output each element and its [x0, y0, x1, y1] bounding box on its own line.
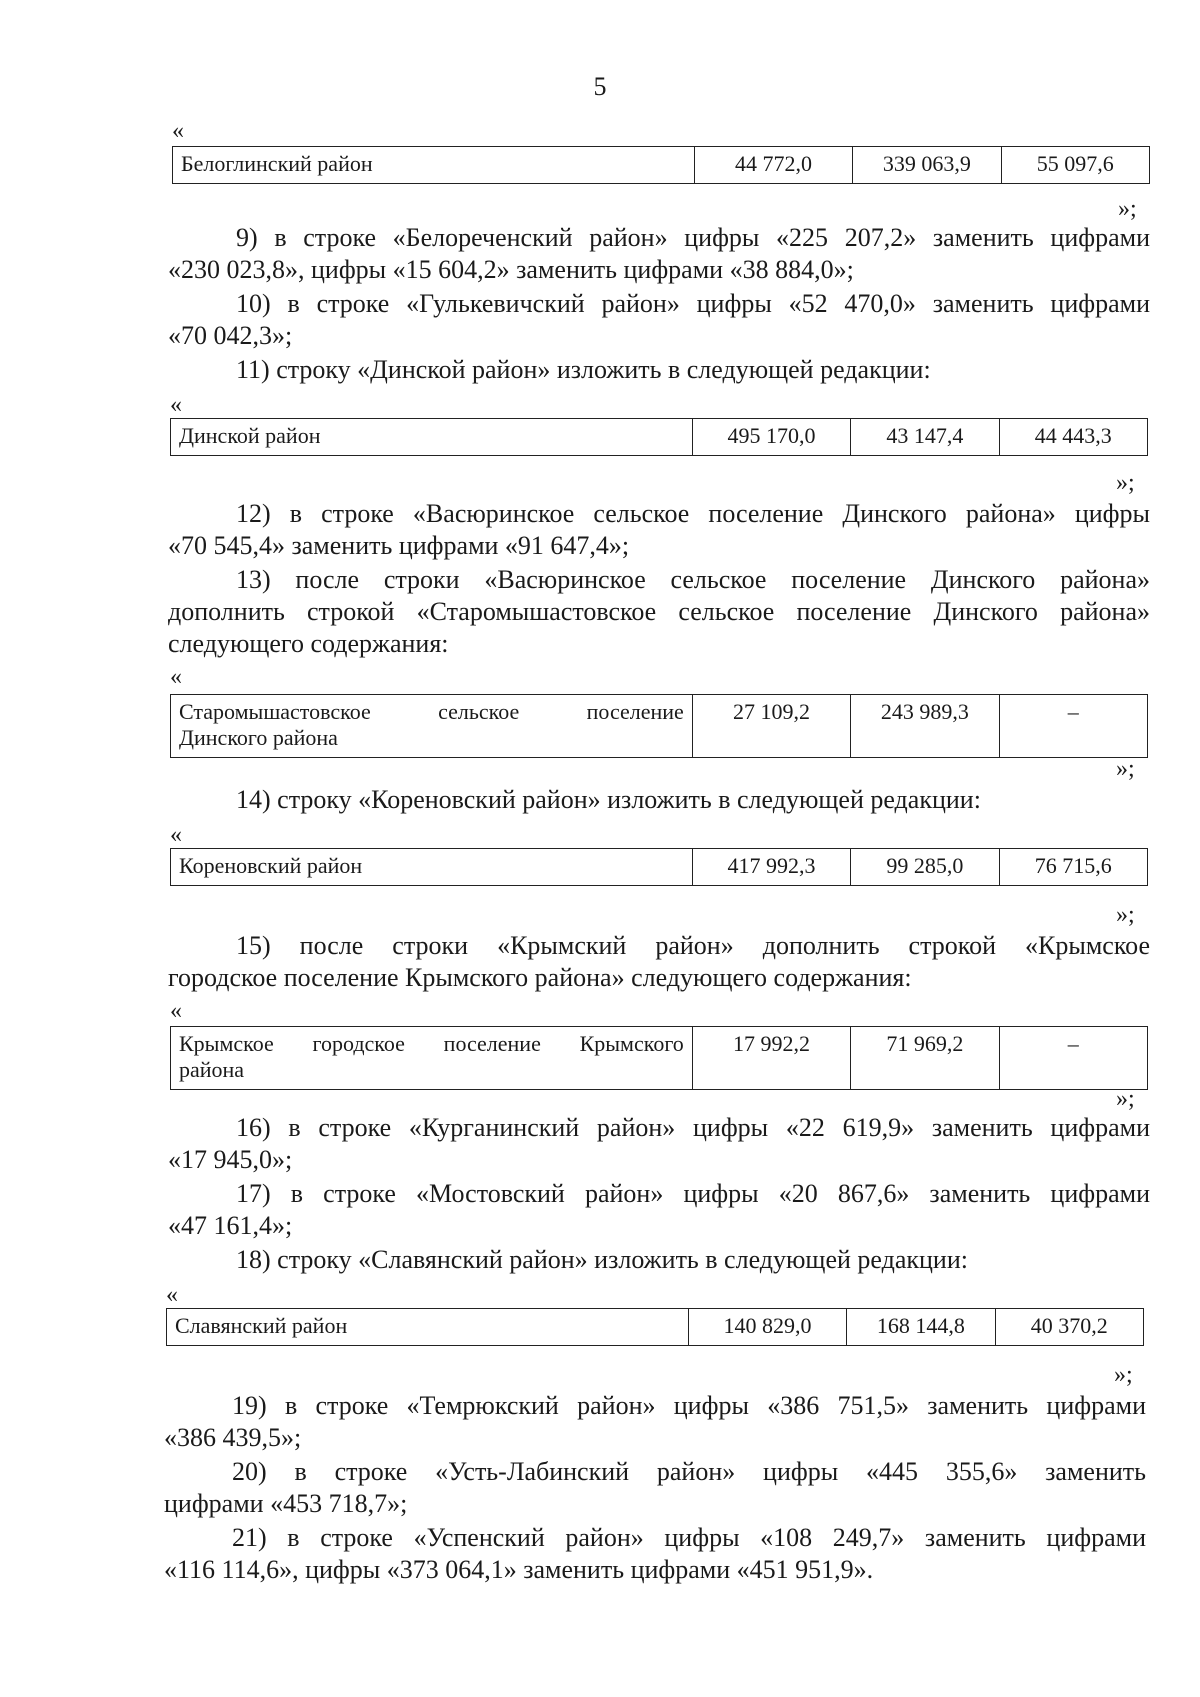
paragraph-line: «116 114,6», цифры «373 064,1» заменить цифрами «451 951,9». [164, 1555, 874, 1584]
paragraph-line: 13) после строки «Васюринское сельское поселение Динского района» [236, 565, 1150, 594]
row-value-2: 168 144,8 [847, 1309, 995, 1346]
paragraph-line: цифрами «453 718,7»; [164, 1489, 408, 1518]
row-value-1: 140 829,0 [688, 1309, 846, 1346]
table-row-korenovsky [170, 848, 1148, 886]
paragraph-line: 11) строку «Динской район» изложить в следующей редакции: [236, 355, 931, 384]
paragraph-line: «70 042,3»; [168, 321, 293, 350]
paragraph-line: 12) в строке «Васюринское сельское поселение Динского района» цифры [236, 499, 1150, 528]
paragraph-line: 9) в строке «Белореченский район» цифры «225 207,2» заменить цифрами [236, 223, 1150, 252]
row-name-line-2: района [179, 1057, 245, 1082]
quote-close: »; [1116, 756, 1135, 782]
quote-close: »; [1116, 470, 1135, 496]
row-value-1: 44 772,0 [694, 147, 852, 184]
row-value-3: 55 097,6 [1001, 147, 1149, 184]
table-row-krymskoe [170, 1026, 1148, 1090]
quote-open: « [170, 664, 182, 690]
quote-open: « [170, 998, 182, 1024]
paragraph-20 [164, 1456, 1146, 1520]
paragraph-18 [168, 1244, 1150, 1276]
row-name-line-2: Динского района [179, 725, 338, 750]
paragraph-12 [168, 498, 1150, 562]
paragraph-line: 19) в строке «Темрюкский район» цифры «386 751,5» заменить цифрами [232, 1391, 1146, 1420]
row-name: Кореновский район [171, 849, 693, 886]
row-value-1: 17 992,2 [692, 1027, 850, 1090]
paragraph-10 [168, 288, 1150, 352]
row-value-3: – [999, 1027, 1147, 1090]
paragraph-11 [168, 354, 1150, 386]
quote-open: « [166, 1282, 178, 1308]
paragraph-13 [168, 564, 1150, 660]
paragraph-line: 16) в строке «Курганинский район» цифры «22 619,9» заменить цифрами [236, 1113, 1150, 1142]
paragraph-15 [168, 930, 1150, 994]
paragraph-line: 14) строку «Кореновский район» изложить в следующей редакции: [236, 785, 981, 814]
quote-close: »; [1118, 196, 1137, 222]
table-row-dinskoy [170, 418, 1148, 456]
quote-open: « [170, 392, 182, 418]
paragraph-line: 20) в строке «Усть-Лабинский район» цифры «445 355,6» заменить [232, 1457, 1146, 1486]
quote-close: »; [1114, 1362, 1133, 1388]
row-value-1: 417 992,3 [692, 849, 850, 886]
row-value-2: 71 969,2 [851, 1027, 999, 1090]
table-row-beloglinsky [172, 146, 1150, 184]
row-name-line-1: Старомышастовское сельское поселение [179, 699, 684, 724]
paragraph-line: «47 161,4»; [168, 1211, 293, 1240]
row-name: Славянский район [167, 1309, 689, 1346]
paragraph-19 [164, 1390, 1146, 1454]
row-value-2: 339 063,9 [853, 147, 1001, 184]
row-value-1: 495 170,0 [692, 419, 850, 456]
paragraph-line: «386 439,5»; [164, 1423, 302, 1452]
quote-close: »; [1116, 902, 1135, 928]
quote-close: »; [1116, 1086, 1135, 1112]
paragraph-17 [168, 1178, 1150, 1242]
row-value-3: 76 715,6 [999, 849, 1147, 886]
row-value-2: 243 989,3 [851, 695, 999, 758]
quote-open: « [172, 118, 184, 144]
paragraph-line: 21) в строке «Успенский район» цифры «108 249,7» заменить цифрами [232, 1523, 1146, 1552]
paragraph-16 [168, 1112, 1150, 1176]
paragraph-line: 15) после строки «Крымский район» дополнить строкой «Крымское [236, 931, 1150, 960]
quote-open: « [170, 822, 182, 848]
table-row-staromyshastovskoe [170, 694, 1148, 758]
row-value-2: 43 147,4 [851, 419, 999, 456]
paragraph-line: следующего содержания: [168, 629, 449, 658]
row-name [171, 1027, 693, 1090]
row-value-3: 44 443,3 [999, 419, 1147, 456]
paragraph-14 [168, 784, 1150, 816]
row-value-3: 40 370,2 [995, 1309, 1143, 1346]
row-value-1: 27 109,2 [692, 695, 850, 758]
paragraph-line: городское поселение Крымского района» следующего содержания: [168, 963, 912, 992]
page-number: 5 [593, 72, 607, 101]
paragraph-line: «17 945,0»; [168, 1145, 293, 1174]
paragraph-line: 10) в строке «Гулькевичский район» цифры «52 470,0» заменить цифрами [236, 289, 1150, 318]
paragraph-line: дополнить строкой «Старомышастовское сельское поселение Динского района» [168, 597, 1150, 626]
paragraph-line: 18) строку «Славянский район» изложить в следующей редакции: [236, 1245, 968, 1274]
paragraph-line: «230 023,8», цифры «15 604,2» заменить цифрами «38 884,0»; [168, 255, 854, 284]
paragraph-line: 17) в строке «Мостовский район» цифры «20 867,6» заменить цифрами [236, 1179, 1150, 1208]
row-name [171, 695, 693, 758]
row-name: Белоглинский район [173, 147, 695, 184]
row-name: Динской район [171, 419, 693, 456]
paragraph-line: «70 545,4» заменить цифрами «91 647,4»; [168, 531, 630, 560]
paragraph-21 [164, 1522, 1146, 1586]
row-name-line-1: Крымское городское поселение Крымского [179, 1031, 684, 1056]
paragraph-9 [168, 222, 1150, 286]
row-value-3: – [999, 695, 1147, 758]
table-row-slavyansky [166, 1308, 1144, 1346]
row-value-2: 99 285,0 [851, 849, 999, 886]
